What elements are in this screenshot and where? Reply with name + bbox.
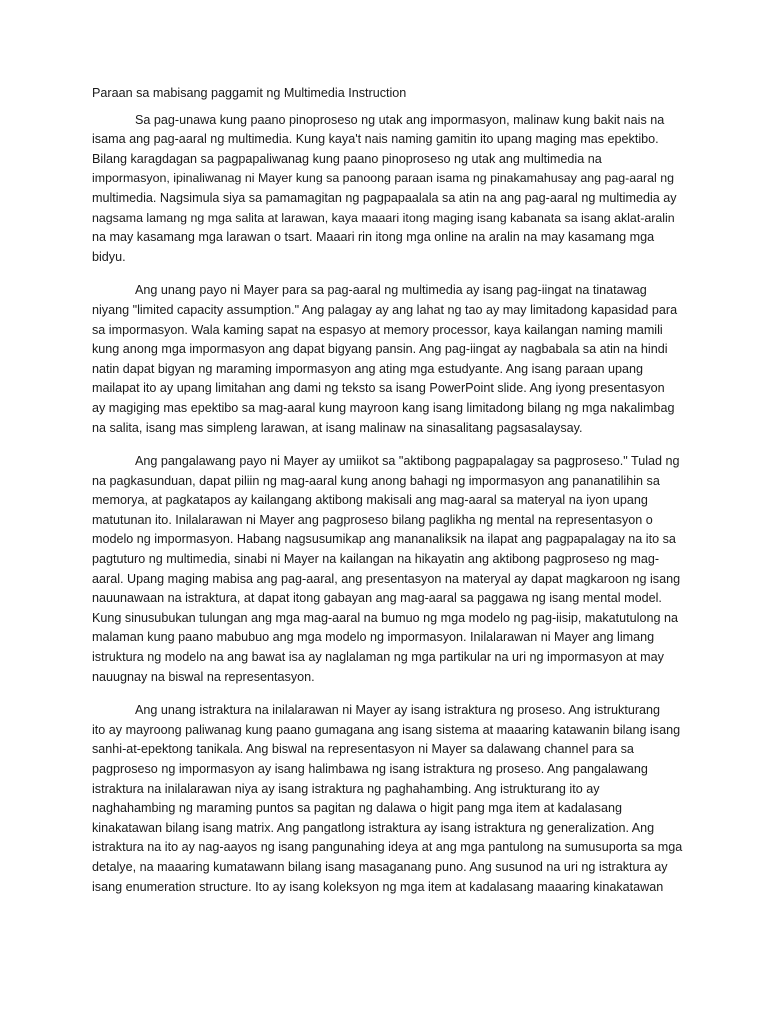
text-line: Sa pag-unawa kung paano pinoproseso ng utak ang impormasyon, malinaw kung bakit nais na <box>135 112 665 127</box>
text-line: pagtuturo ng multimedia, sinabi ni Mayer na kailangan na hikayatin ang aktibong pagproseso ng mag- <box>92 552 660 567</box>
text-line: sa impormasyon. Wala kaming sapat na espasyo at memory processor, kaya kailangan naming mamili <box>92 322 663 337</box>
text-line: isama ang pag-aaral ng multimedia. Kung kaya't nais naming gamitin ito upang maging mas epektibo. <box>92 132 659 147</box>
text-line: Ang pangalawang payo ni Mayer ay umiikot sa "aktibong pagpapalagay sa pagproseso." Tulad ng <box>135 454 680 469</box>
text-line: nauunawaan na istraktura, at dapat itong gabayan ang mag-aaral sa paggawa ng isang mental model. <box>92 591 662 606</box>
document-page <box>92 84 682 911</box>
text-line: na may kasamang mga larawan o tsart. Maaari rin itong mga online na aralin na may kasamang mga <box>92 230 655 245</box>
text-line: malaman kung paano mabubuo ang mga modelo ng impormasyon. Inilalarawan ni Mayer ang limang <box>92 630 655 645</box>
text-line: impormasyon, ipinaliwanag ni Mayer kung sa panoong paraan isama ng pinakamahusay ang pag-aaral ng <box>92 171 675 186</box>
text-line: istraktura na inilalarawan niya ay isang istraktura ng paghahambing. Ang istrukturang ito ay <box>92 781 600 796</box>
text-line: Bilang karagdagan sa pagpapaliwanag kung paano pinoproseso ng utak ang multimedia na <box>92 151 602 166</box>
paragraph-3 <box>92 452 682 687</box>
text-line: ito ay mayroong paliwanag kung paano gumagana ang isang sistema at maaaring katawanin bilang isang <box>92 722 681 737</box>
text-line: aaral. Upang maging mabisa ang pag-aaral, ang presentasyon na materyal ay dapat magkaroon ng isang <box>92 571 681 586</box>
text-line: isang enumeration structure. Ito ay isang koleksyon ng mga item at kadalasang maaaring kinakatawan <box>92 879 664 894</box>
text-line: sanhi-at-epektong tanikala. Ang biswal na representasyon ni Mayer sa dalawang channel para sa <box>92 742 634 757</box>
text-line: matutunan ito. Inilalarawan ni Mayer ang pagproseso bilang paglikha ng mental na representasyon o <box>92 512 653 527</box>
text-line: mailapat ito ay upang limitahan ang dami ng teksto sa isang PowerPoint slide. Ang iyong presentasyon <box>92 381 665 396</box>
text-line: multimedia. Nagsimula siya sa pamamagitan ng pagpapaalala sa atin na ang pag-aaral ng multimedia ay <box>92 190 677 205</box>
text-line: bidyu. <box>92 249 126 264</box>
text-line: na pagkasunduan, dapat piliin ng mag-aaral kung anong bahagi ng impormasyon ang pananatilihin sa <box>92 473 660 488</box>
text-line: Ang unang istraktura na inilalarawan ni Mayer ay isang istraktura ng proseso. Ang istrukturang <box>135 703 661 718</box>
text-line: nagsama lamang ng mga salita at larawan, kaya maaari itong maging isang kabanata sa isang aklat-aralin <box>92 210 675 225</box>
text-line: istruktura ng modelo na ang bawat isa ay naglalaman ng mga partikular na uri ng impormasyon at may <box>92 650 664 665</box>
text-line: naghahambing ng maraming puntos sa pagitan ng dalawa o higit pang mga item at kadalasang <box>92 801 622 816</box>
text-line: Ang unang payo ni Mayer para sa pag-aaral ng multimedia ay isang pag-iingat na tinatawag <box>135 283 647 298</box>
text-line: natin dapat bigyan ng maraming impormasyon ang ating mga estudyante. Ang isang paraan upang <box>92 361 643 376</box>
paragraph-4 <box>92 701 682 897</box>
text-line: kung anong mga impormasyon ang dapat bigyang pansin. Ang pag-iingat ay nagbabala sa atin na hindi <box>92 342 668 357</box>
text-line: modelo ng impormasyon. Habang nagsusumikap ang mananaliksik na ilapat ang pagpapalagay na ito sa <box>92 532 676 547</box>
paragraph-1 <box>92 111 682 268</box>
text-line: Kung sinusubukan tulungan ang mga mag-aaral na bumuo ng mga modelo ng pag-iisip, makatutulong na <box>92 610 678 625</box>
text-line: nauugnay na biswal na representasyon. <box>92 669 315 684</box>
text-line: detalye, na maaaring kumatawann bilang isang masaganang puno. Ang susunod na uri ng istraktura ay <box>92 859 668 874</box>
paragraph-2 <box>92 281 682 438</box>
text-line: ay magiging mas epektibo sa mag-aaral kung mayroon kang isang limitadong bilang ng mga nakalimbag <box>92 400 675 415</box>
text-line: pagproseso ng impormasyon ay isang halimbawa ng isang istraktura ng proseso. Ang pangalawang <box>92 762 648 776</box>
text-line: kinakatawan bilang isang matrix. Ang pangatlong istraktura ay isang istraktura ng generalization. Ang <box>92 820 655 835</box>
document-title: Paraan sa mabisang paggamit ng Multimedia Instruction <box>92 86 407 100</box>
text-line: niyang "limited capacity assumption." Ang palagay ay ang lahat ng tao ay may limitadong kapasidad para <box>92 302 678 317</box>
text-line: na salita, isang mas simpleng larawan, at isang malinaw na sinasalitang pagsasalaysay. <box>92 420 583 435</box>
text-line: memorya, at pagkatapos ay kailangang aktibong makisali ang mag-aaral sa materyal na iyon upang <box>92 493 648 508</box>
text-line: istraktura na ito ay nag-aayos ng isang pangunahing ideya at ang mga pantulong na sumusuporta sa mga <box>92 840 683 855</box>
